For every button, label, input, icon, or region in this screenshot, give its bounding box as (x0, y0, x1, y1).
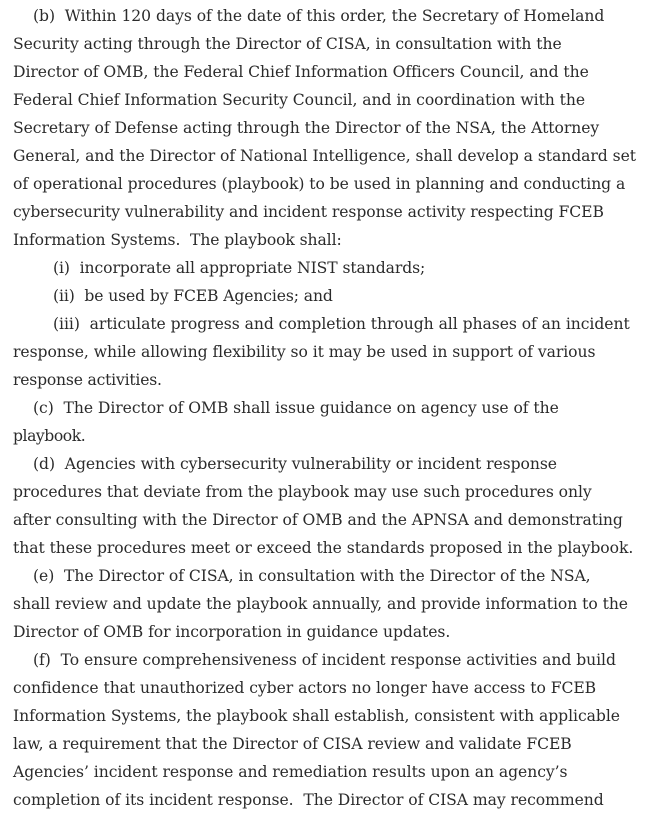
para-b-line-5: Secretary of Defense acting through the Director of the NSA, the Attorney (13, 119, 600, 137)
para-d-line-4: that these procedures meet or exceed the standards proposed in the playbook. (13, 539, 634, 557)
para-f-line-2: confidence that unauthorized cyber actors no longer have access to FCEB (13, 679, 597, 697)
para-b-line-9: Information Systems. The playbook shall: (13, 231, 342, 249)
para-b-line-2: Security acting through the Director of CISA, in consultation with the (13, 35, 562, 53)
para-f-line-3: Information Systems, the playbook shall establish, consistent with applicable (13, 707, 620, 725)
para-b-line-8: cybersecurity vulnerability and incident response activity respecting FCEB (13, 203, 604, 221)
item-iii-line-2: response, while allowing flexibility so it may be used in support of various (13, 343, 596, 361)
para-b-line-6: General, and the Director of National Intelligence, shall develop a standard set (13, 147, 636, 165)
para-f-line-4: law, a requirement that the Director of CISA review and validate FCEB (13, 735, 572, 753)
para-e-line-2: shall review and update the playbook annually, and provide information to the (13, 595, 628, 613)
para-c-line-2: playbook. (13, 427, 86, 445)
item-ii-line-1: (ii) be used by FCEB Agencies; and (53, 287, 333, 305)
para-b-line-3: Director of OMB, the Federal Chief Information Officers Council, and the (13, 63, 589, 81)
para-d-line-3: after consulting with the Director of OMB and the APNSA and demonstrating (13, 511, 623, 529)
para-b-line-4: Federal Chief Information Security Council, and in coordination with the (13, 91, 586, 109)
para-b-line-7: of operational procedures (playbook) to be used in planning and conducting a (13, 175, 626, 193)
item-iii-line-1: (iii) articulate progress and completion through all phases of an incident (53, 315, 630, 333)
para-d-line-2: procedures that deviate from the playbook may use such procedures only (13, 483, 592, 501)
document-page (13, 2, 653, 814)
para-f-line-1: (f) To ensure comprehensiveness of incident response activities and build (33, 651, 616, 669)
para-f-line-5: Agencies’ incident response and remediation results upon an agency’s (13, 763, 568, 781)
para-f-line-6: completion of its incident response. The Director of CISA may recommend (13, 791, 604, 809)
item-i-line-1: (i) incorporate all appropriate NIST standards; (53, 259, 426, 277)
para-c-line-1: (c) The Director of OMB shall issue guidance on agency use of the (33, 399, 559, 417)
para-d-line-1: (d) Agencies with cybersecurity vulnerability or incident response (33, 455, 557, 473)
item-iii-line-3: response activities. (13, 371, 162, 389)
para-e-line-3: Director of OMB for incorporation in guidance updates. (13, 623, 451, 641)
para-e-line-1: (e) The Director of CISA, in consultation with the Director of the NSA, (33, 567, 591, 585)
para-b-line-1: (b) Within 120 days of the date of this order, the Secretary of Homeland (33, 7, 605, 25)
